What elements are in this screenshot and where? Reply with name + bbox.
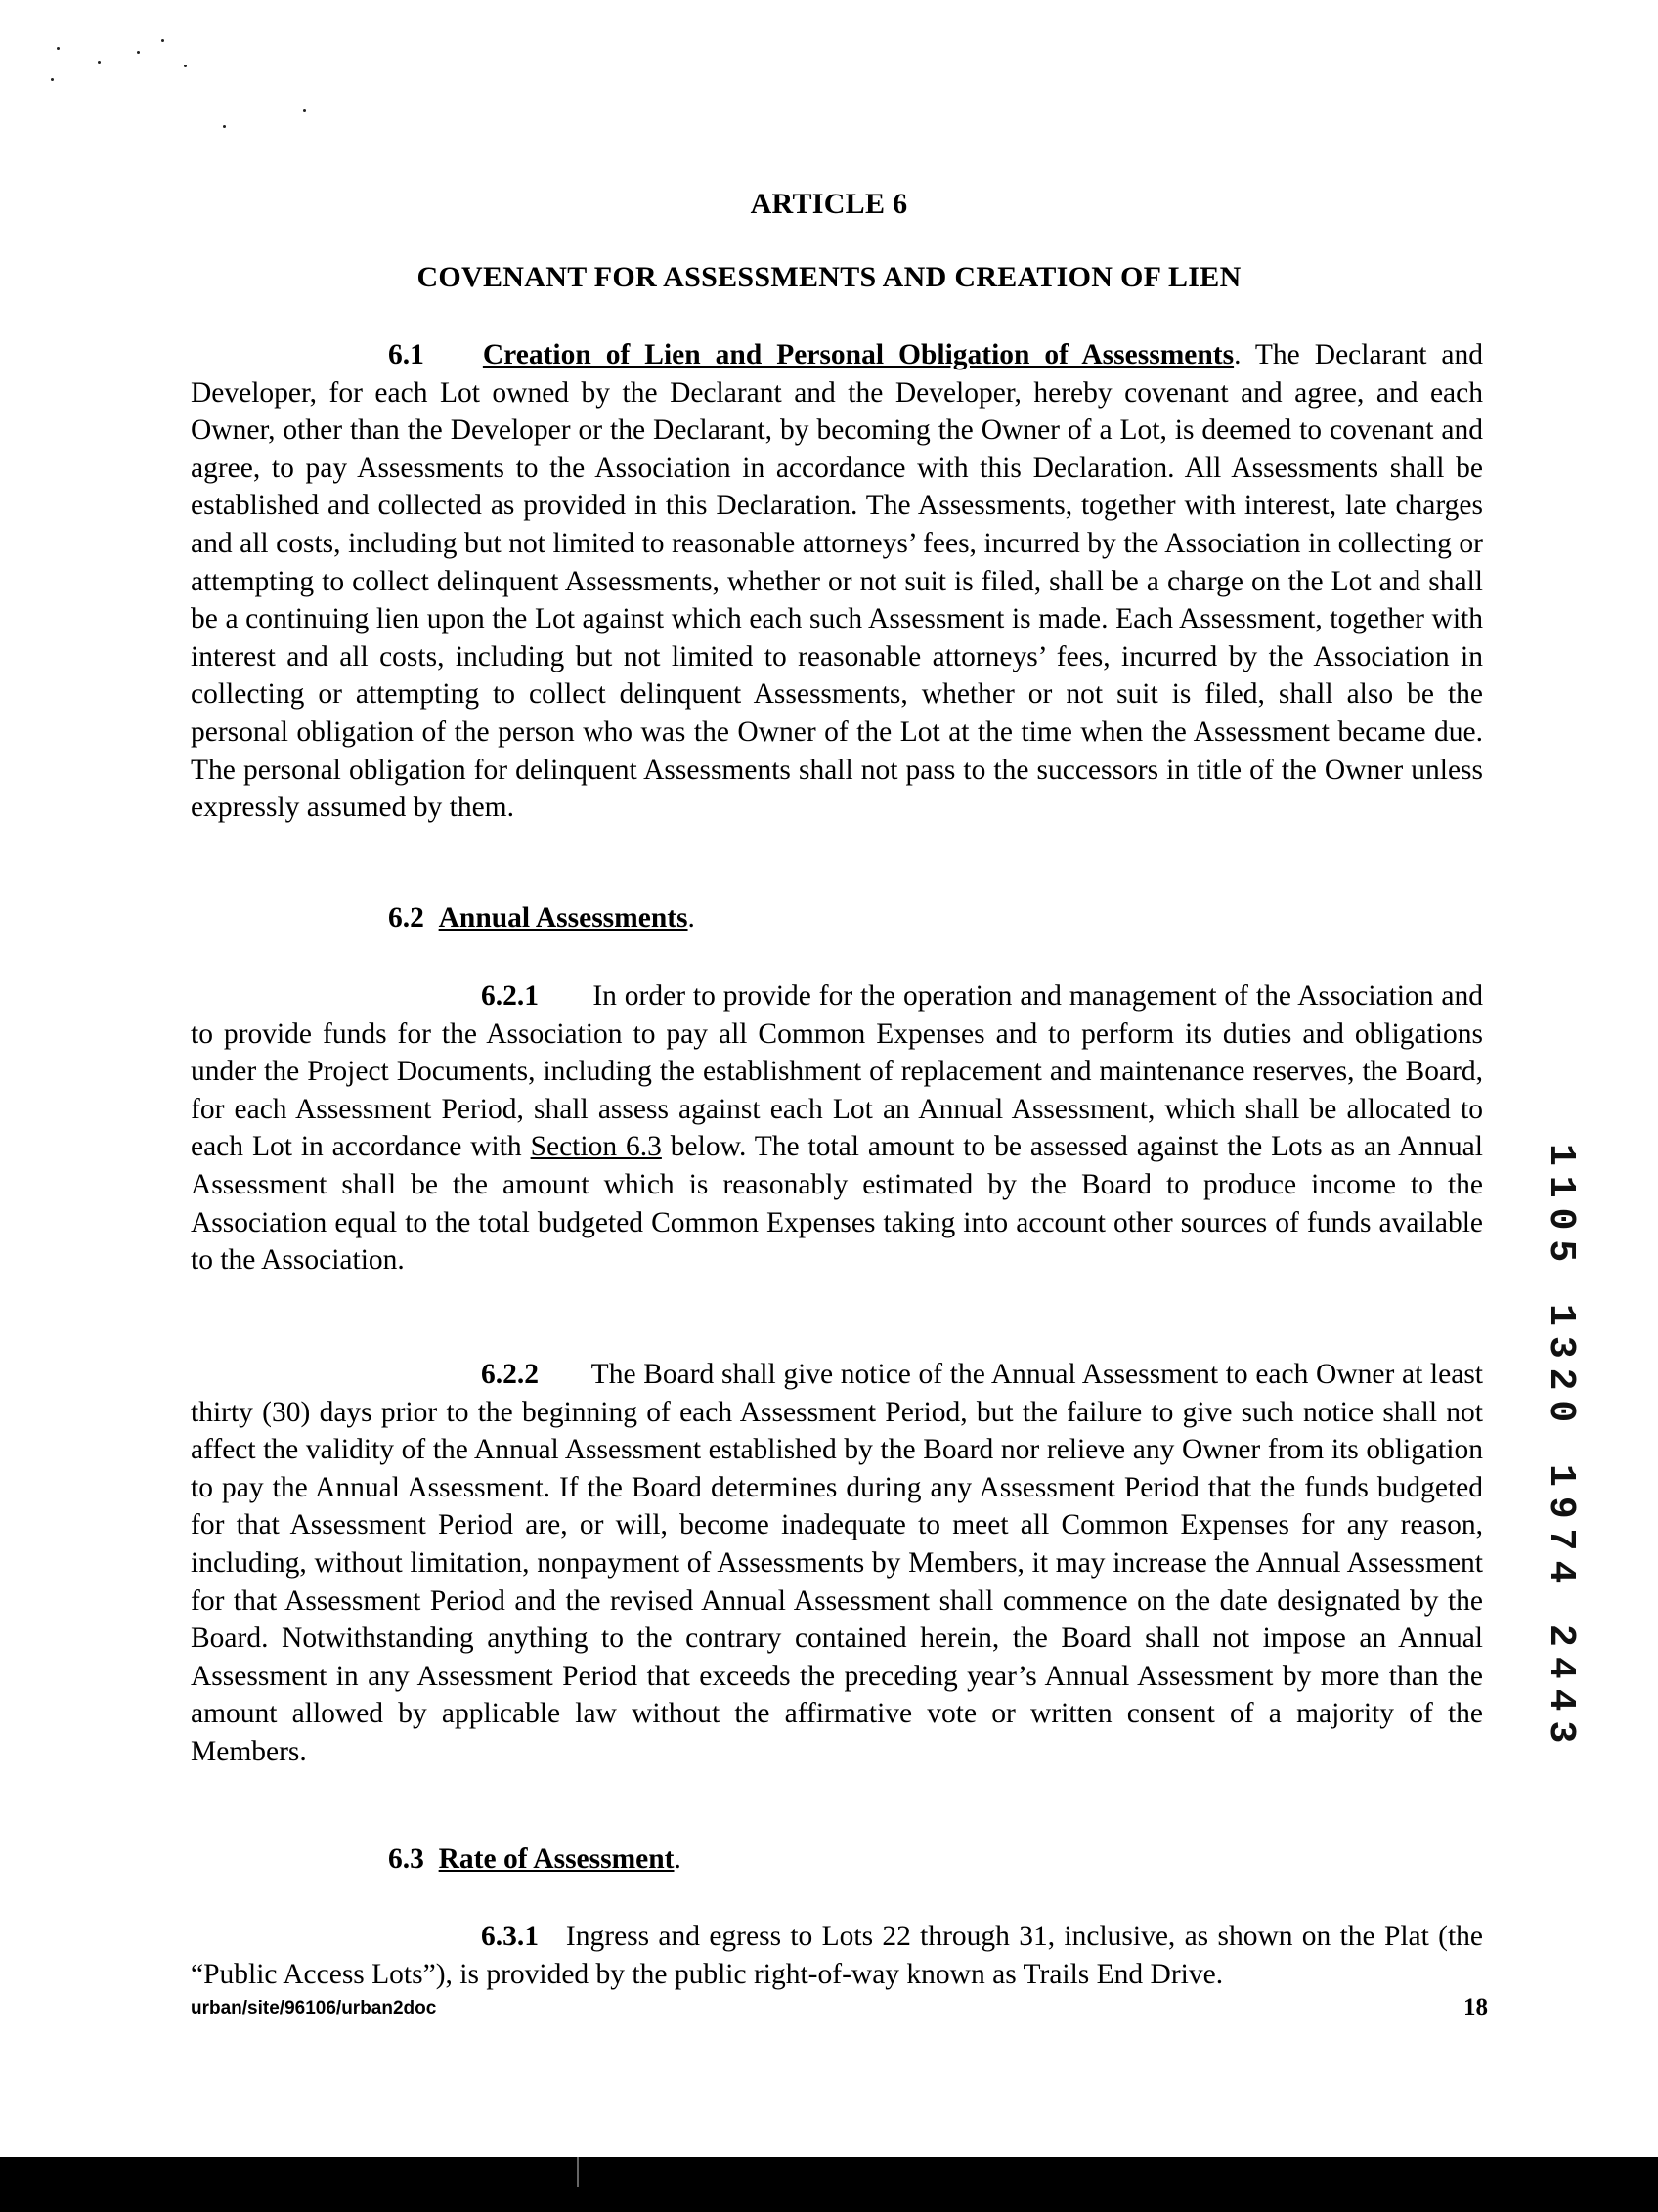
section-body: Ingress and egress to Lots 22 through 31, inclusive, as shown on the Plat (the “Public Access Lots”), is provided by the public right-of-way known as Trails End Drive. xyxy=(191,1921,1484,1990)
section-body: In order to provide for the operation and management of the Association and to provide funds for the Association to pay all Common Expenses and to perform its duties and obligations under the Project Documents, including the establishment of replacement and maintenance reserves, the Board, for each Assessment Period, shall assess against each Lot an Annual Assessment, which shall be allocated to each Lot in accordance with xyxy=(191,980,1484,1163)
section-period: . xyxy=(687,902,695,933)
section-period: . xyxy=(674,1843,681,1875)
section-6-1-paragraph xyxy=(191,336,1483,827)
section-number: 6.1 xyxy=(388,339,424,370)
section-6-2-heading xyxy=(388,902,695,934)
page-number: 18 xyxy=(1463,1994,1488,2020)
section-6-2-2-paragraph xyxy=(191,1356,1483,1771)
section-6-2-1-paragraph xyxy=(191,977,1483,1279)
scan-border xyxy=(0,2157,1658,2212)
section-reference: Section 6.3 xyxy=(530,1131,662,1163)
section-body-continued: below. The total amount to be assessed against the Lots as an Annual Assessment shall be the amount which is reasonably estimated by the Board to produce income to the Association equal to the total budgeted Common Expenses taking into account other sources of funds available to the Association. xyxy=(191,1131,1483,1277)
article-title: ARTICLE 6 xyxy=(750,188,908,220)
section-6-3-1-paragraph xyxy=(191,1918,1483,1993)
section-number: 6.3 xyxy=(388,1843,424,1875)
section-number: 6.2 xyxy=(388,902,424,933)
section-number: 6.2.1 xyxy=(481,980,539,1012)
section-body: The Board shall give notice of the Annual Assessment to each Owner at least thirty (30) days prior to the beginning of each Assessment Period, but the failure to give such notice shall not affect the validity of the Annual Assessment established by the Board nor relieve any Owner from its obligation to pay the Annual Assessment. If the Board determines during any Assessment Period that the funds budgeted for that Assessment Period are, or will, become inadequate to meet all Common Expenses for any reason, including, without limitation, nonpayment of Assessments by Members, it may increase the Annual Assessment for that Assessment Period and the revised Annual Assessment shall commence on the date designated by the Board. Notwithstanding anything to the contrary contained herein, the Board shall not impose an Annual Assessment in any Assessment Period that exceeds the preceding year’s Annual Assessment by more than the amount allowed by applicable law without the affirmative vote or written consent of a majority of the Members. xyxy=(191,1359,1483,1767)
section-6-3-heading xyxy=(388,1843,681,1876)
section-body: . The Declarant and Developer, for each Lot owned by the Declarant and the Developer, hereby covenant and agree, and each Owner, other than the Developer or the Declarant, by becoming the Owner of a Lot, is deemed to covenant and agree, to pay Assessments to the Association in accordance with this Declaration. All Assessments shall be established and collected as provided in this Declaration. The Assessments, together with interest, late charges and all costs, including but not limited to reasonable attorneys’ fees, incurred by the Association in collecting or attempting to collect delinquent Assessments, whether or not suit is filed, shall be a charge on the Lot and shall be a continuing lien upon the Lot against which each such Assessment is made. Each Assessment, together with interest and all costs, including but not limited to reasonable attorneys’ fees, incurred by the Association in collecting or attempting to collect delinquent Assessments, whether or not suit is filed, shall also be the personal obligation of the person who was the Owner of the Lot at the time when the Assessment became due. The personal obligation for delinquent Assessments shall not pass to the successors in title of the Owner unless expressly assumed by them. xyxy=(191,339,1484,824)
section-title: Annual Assessments xyxy=(438,902,688,933)
recording-stamp: 1105 1320 1974 2443 xyxy=(1540,1144,1582,1754)
section-title: Rate of Assessment xyxy=(438,1843,675,1875)
section-number: 6.2.2 xyxy=(481,1359,539,1390)
section-title: Creation of Lien and Personal Obligation of Assessments xyxy=(482,339,1235,370)
section-number: 6.3.1 xyxy=(481,1921,539,1952)
article-subtitle: COVENANT FOR ASSESSMENTS AND CREATION OF LIEN xyxy=(416,261,1242,293)
footer-path: urban/site/96106/urban2doc xyxy=(191,1998,437,2018)
scan-artifact xyxy=(577,2157,579,2187)
